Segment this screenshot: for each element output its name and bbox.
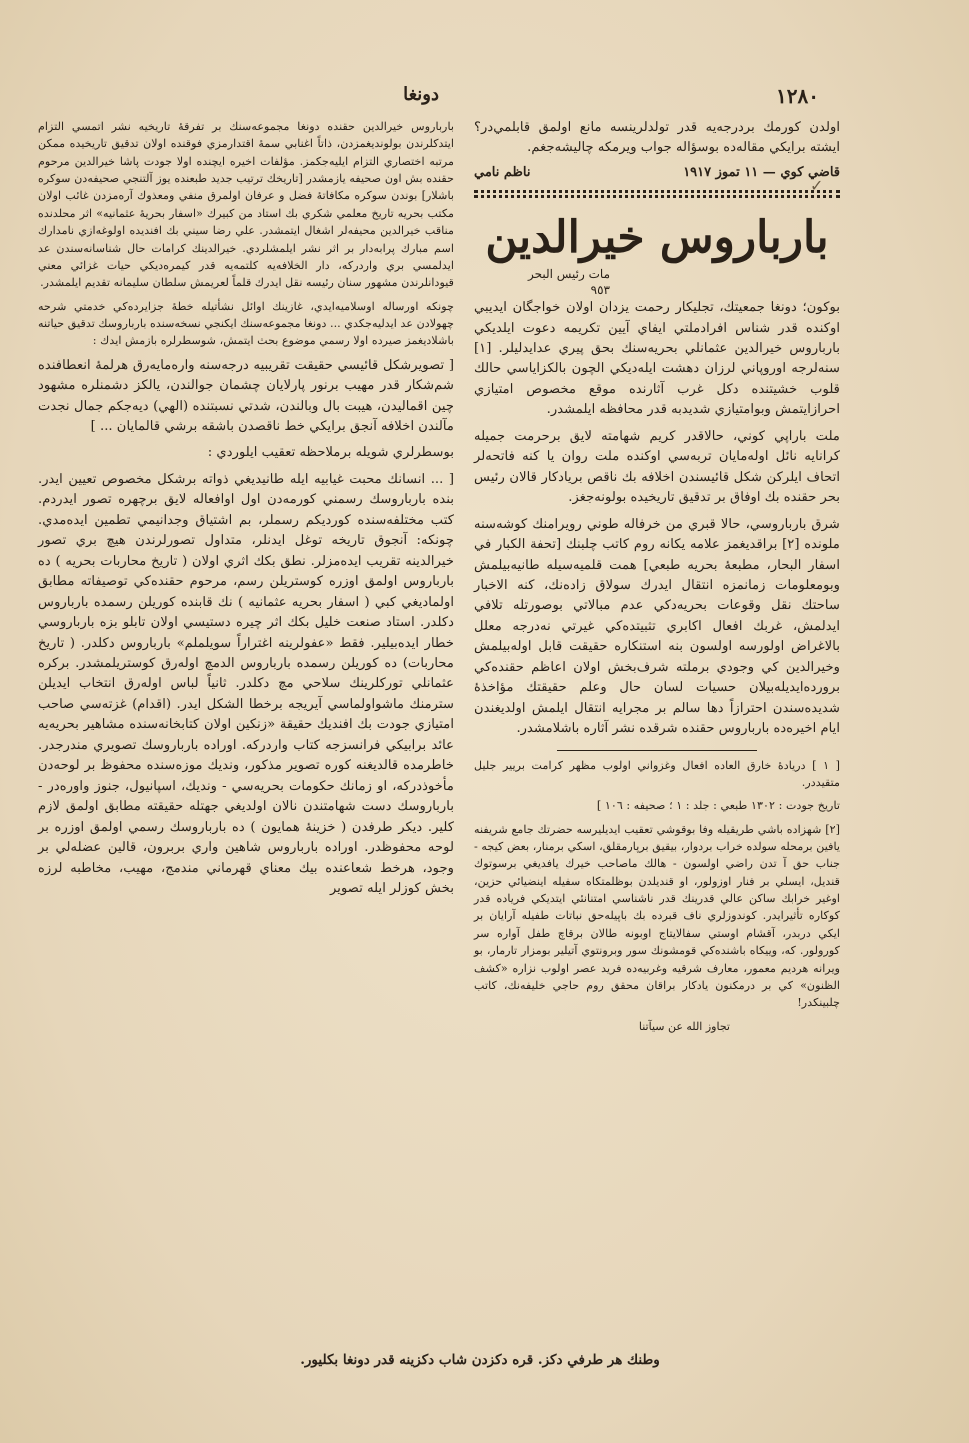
page-number: ١٢٨٠: [776, 84, 819, 108]
section-divider: [474, 190, 840, 198]
article-title: بارباروس خيرالدين: [485, 211, 829, 263]
footnote-signature: تجاوز الله عن سيآتنا: [638, 1019, 730, 1033]
publication-name: دونغا: [403, 84, 439, 105]
left-paragraph-small: چونكه اورساله اوسلاميه‌ايدي، غازينك اوائل نشأتيله خطهٔ جزايرده‌كي خدمتي شرحه چهولادن عد ايدليه‌جكدي ... دونغا مجموعه‌سنك ايكنجي نسخه‌سنده بارباروسك تدقيق حياتنه باشلاديغمز صيرده اولا رسمي موضوع بحث ايتمش، شوسطرلره بازمش ايدك :: [38, 299, 454, 348]
article-subtitle: [474, 267, 610, 298]
footer-motto: وطنك هر طرفي دكز. قره دكزدن شاب دكزينه قدر دونغا بكليور.: [300, 1352, 660, 1368]
footnote: [٢] شهزاده باشي طريقيله وفا بوقوشي تعقيب ايديليرسه حضرتك جامع شريفنه يافين برمحله سولده خراب بردوار، بيقيق برپارمقلق، اسكي برمنار، بعض كيجه - جناب حق آ تدن راضي اولسون - هالك ماصاحب خيرك يافديغي برسوتوك قنديل، ايسلي بر فنار اوزولور، او قنديلدن بوظلمتكاه سفيله اينضيائي حزين، اوغير خرابك ساكن عالي قدرينك قدر ناشناسي امتنانئي ايتديكي فرياده قدر كوكاره تأثيرايدر. كوندوزلري ناف قبرده بك باپيله‌حق نباتات طفيله آرايان بر ايكي دربدر، آقشام اوستي سفالايتاج اوبونه طالان برقاچ طفل آواره سر كورولور. كه، وييكاه باشنده‌كي قومشونك سور وبرونتوي آتيلير بومزار تارمار، بو ويرانه هرديم معمور، معارف شرقيه وغربيه‌ده فريد عصر اولوب نزاره «كشف الظنون» كي بر درمكنون يادكار براقان محقق روم حاجي خليفه‌نك، كاتب چلبينكدر!: [474, 822, 840, 1010]
footnote: [ ١ ] دريادهٔ خارق العاده افعال وغزواني اولوب مظهر كرامت بريير جليل متقيددر.: [474, 758, 840, 789]
article-paragraph: ملت باراپي كوني، حالاقدر كريم شهامته لايق برحرمت جميله كرانايه نائل اوله‌مايان تربه‌سي اوكنده ملت روان يا كنه فاتحه‌لر اتحاف ايلركن شكل قائيسندن اخلافه بك ناقص بريادكار قالان رئيس بحر حقنده بك اوفاق بر تدقيق تاريخيده بولونه‌جغز.: [474, 428, 840, 506]
top-letter-text: اولدن كورمك بردرجه‌يه قدر تولدلرينسه مانع اولمق قابلمي‌در؟ ايشته برايكي مقاله‌ده بوسؤاله جواب ويرمكه چاليشه‌جغم.: [474, 120, 840, 156]
article-subtitle-line1: مات رئيس البحر: [527, 266, 610, 281]
pencil-mark-icon: ✓: [810, 176, 824, 195]
footnote-rule: [557, 750, 757, 751]
left-paragraph-small: بارباروس خيرالدين حقنده دونغا مجموعه‌سنك بر تفرقهٔ تاريخيه نشر اتمسي التزام ايتدكلرندن بولونديغمزدن، ذاتاً اغنابي سمهٔ اقتدارمزي فوقنده اولان تدقيق تاريخيده ممكن مرتبه اختصاري التزام ايليه‌جكمز. مؤلفات اخيره ايچنده اولا جودت پاشا خيرالدين مرحوم حقنده بش اون صحيفه يازمشدر [تاريخك ترتيب جديد طبعنده يوز آلتنجي صحيفه‌دن سوكره باشلار] بوندن سوكره مكافاتهٔ فضل و عرفان اولمرق منفي ومعذوك آره‌مزدن غائب اولان مكتب بحريه تاريخ معلمي شكري بك استاد من كبيرك «اسفار بحريهٔ عثمانيه» اثر محلدنده مناقب خيرالدين محيفه‌لر اشغال ايتمشدر. علي رضا سيني بك افنديده اولوغه‌ازي نامدارك اسم مبارك پرابه‌دار بر اثر نشر ايلمشلردي. خيرالدينك كرامات حال شناسانه‌سندن عد ايدلمسي بري واردركه، دار الخلافه‌يه كلتمه‌يه قدر كيمره‌ديكي حيات غزائي معني قيودانلرندن مشهور سنان رئيسه نقل ايدرك قلماً لعريمش سلطان سليمانه تقديم ايلمشدر.: [38, 120, 454, 290]
page-header: [40, 84, 819, 108]
right-column: [474, 118, 840, 1033]
footnote: تاريخ جودت : ١٣٠٢ طبعي : جلد : ١ ؛ صحيفه : ١٠٦ ]: [596, 799, 840, 813]
left-paragraph: [ ... انسانك محبت غيابيه ايله طانيديغي ذواته برشكل مخصوص تعيين ايدر. بنده بارباروسك رسمني كورمه‌دن اول اوافعاله لايق برچهره تصور ايدردم. كتب مختلفه‌سنده كورديكم رسملر، بم اشتياق وجدانيمي تطمين ايده‌مدي. چونكه: آنجوق تاريخه توغل ايدنلر، متداول تصورلرندن هيچ بري تصور خيرالدينه تقريب ايده‌مزلر. نطق بكك اثري اولان ( تاريخ محاربات بحريه ) ده بارباروس اولمق اوزره كوستريلن رسم، مرحوم حقنده‌كي توصيفاته مطابق اولماديغي كبي ( اسفار بحريه عثمانيه ) نك قابنده كوريلن رسمده بارباروس دكلدر. استاد صنعت خليل بكك اثر چيره دستيسي اولان تابلو بزه بارباروسي خطار ايده‌بيلير. فقط «عفولرينه اغتراراً سويلملم» بارباروس دكلدر. ( تاريخ محاربات) ده كوريلن رسمده بارباروس الدمچ اوله‌رق كوستريلمشدر. بركره عثمانلي توركلرينك سلاحي مچ دكلدر. ثانياً لباس اوله‌رق انتخاب ايديلن سترمنك ماشواولماسي آيريجه برخطا الشكل ايدر. (اقدام) غزته‌سي صاحب امتيازي جودت بك افنديك حقيقة «زنكين اولان كتابخانه‌سنده مشاهير بحريه‌يه عائد برابيكي فرانسزجه كتاب واردركه. اوراده بارباروسك تصويري مندرجدر. خاطرمده قالديغنه كوره تصوير مذكور، ونديك موزه‌سنده محفوظ بر لوحه‌دن مأخوذدركه، او زمانك حكومات بحريه‌سي - ونديك، اسپانيول، جنوز واوره‌در - بارباروسك دست شهامتندن نالان اولديغي جهتله حقيقته مطابق اولمق لازم كلير. ديكر طرفدن ( خزينهٔ همايون ) ده بارباروسك رسمي اولمق اوزره بر لوحه محفوظدر. اوراده بارباروس شاهين واري بربرون، قالين عضله‌لي بر وجود، هرخط شعاعنده بيك معناي قهرماني مندمج، مهيب، مخاطبه لرزه بخش كوزلر ايله تصوير: [38, 471, 454, 896]
article-paragraph: بوكون؛ دونغا جمعيتك، تجليكار رحمت يزدان اولان خواجگان ايديبي اوكنده قدر شناس افرادملتي ايفاي آيين تكريمه دعوت ايلديكي بارباروس خيرالدين عثمانلي بحريه‌سنك بحق پيري عدايدليلر. [١] سنه‌لرجه اوروپاني لرزان دهشت ايله‌ديكي الچون بالكزاياسي حالك قلوب خشيتنده دكل غرب آثارنده موقع مخصوص امتيازي احرازايتمش وبوامتيازي شديدبه قدر محافظه ايلمشدر.: [474, 300, 840, 418]
left-paragraph: بوسطرلري شويله برملاحظه تعقيب ايلوردي :: [207, 445, 454, 461]
letter-author: ناظم نامي: [474, 164, 531, 180]
left-paragraph: [ تصويرشكل قائيسي حقيقت تقريبيه درجه‌سنه واره‌مايه‌رق هرلمهٔ انعطافنده شم‌شكار قدر مهيب برنور پارلايان چشمان جوالندن، يالكز دشمنلره مشهود چين اقماليدن، هيبت بال وبالندن، شدتي نسبتنده (الهي) ديه‌جكم جمال نجدت مآلندن اخلافه آنجق برايكي خط ناقصدن باشقه برشي قالمايان ... ]: [38, 357, 454, 435]
article-paragraph: شرق بارباروسي، حالا قبري من خرفاله طوني رويرامنك كوشه‌سنه ملونده [٢] براقديغمز علامه يكانه روم كاتب چلبنك [تحفة الكبار في اسفار البحار، مطبعهٔ بحريه طبعي] همت قلميه‌سيله طانيه‌بيلمش وبومعلومات زمانمزه انتقال ايدرك سولاق زاده‌نك، كنه الاخبار ساحتك نقل وقوعات بحريه‌دكي عدم مبالاتي بوصورتله تلافي ايدلمش، غربك افعال اكابري تثبيتده‌كي غيرتي نه‌درجه معلل بالاغراض اولورسه اولسون بنه استنكاره حقيقت قابل اوله‌بيلمش وخيرالدين كي وجودي برملته شرف‌بخش اولان اعاظم حقنده‌كي برورده‌ايديله‌بيلان حسيات لسان حال وعلم حقيقتك مؤاخذهٔ شديده‌سندن احترازاً دها سالم بر مجرايه انتقال ايلمش اولديغندن ايام اخيره‌ده بارباروس حقنده شرقده نشر آثاره باشلامشدر.: [474, 516, 840, 737]
article-subtitle-line2: ٩٥٣: [590, 282, 610, 297]
top-letter-signature: [474, 165, 840, 180]
letter-place-date: قاضي كوي — ١١ تموز ١٩١٧: [683, 164, 840, 180]
left-column: [38, 118, 454, 905]
